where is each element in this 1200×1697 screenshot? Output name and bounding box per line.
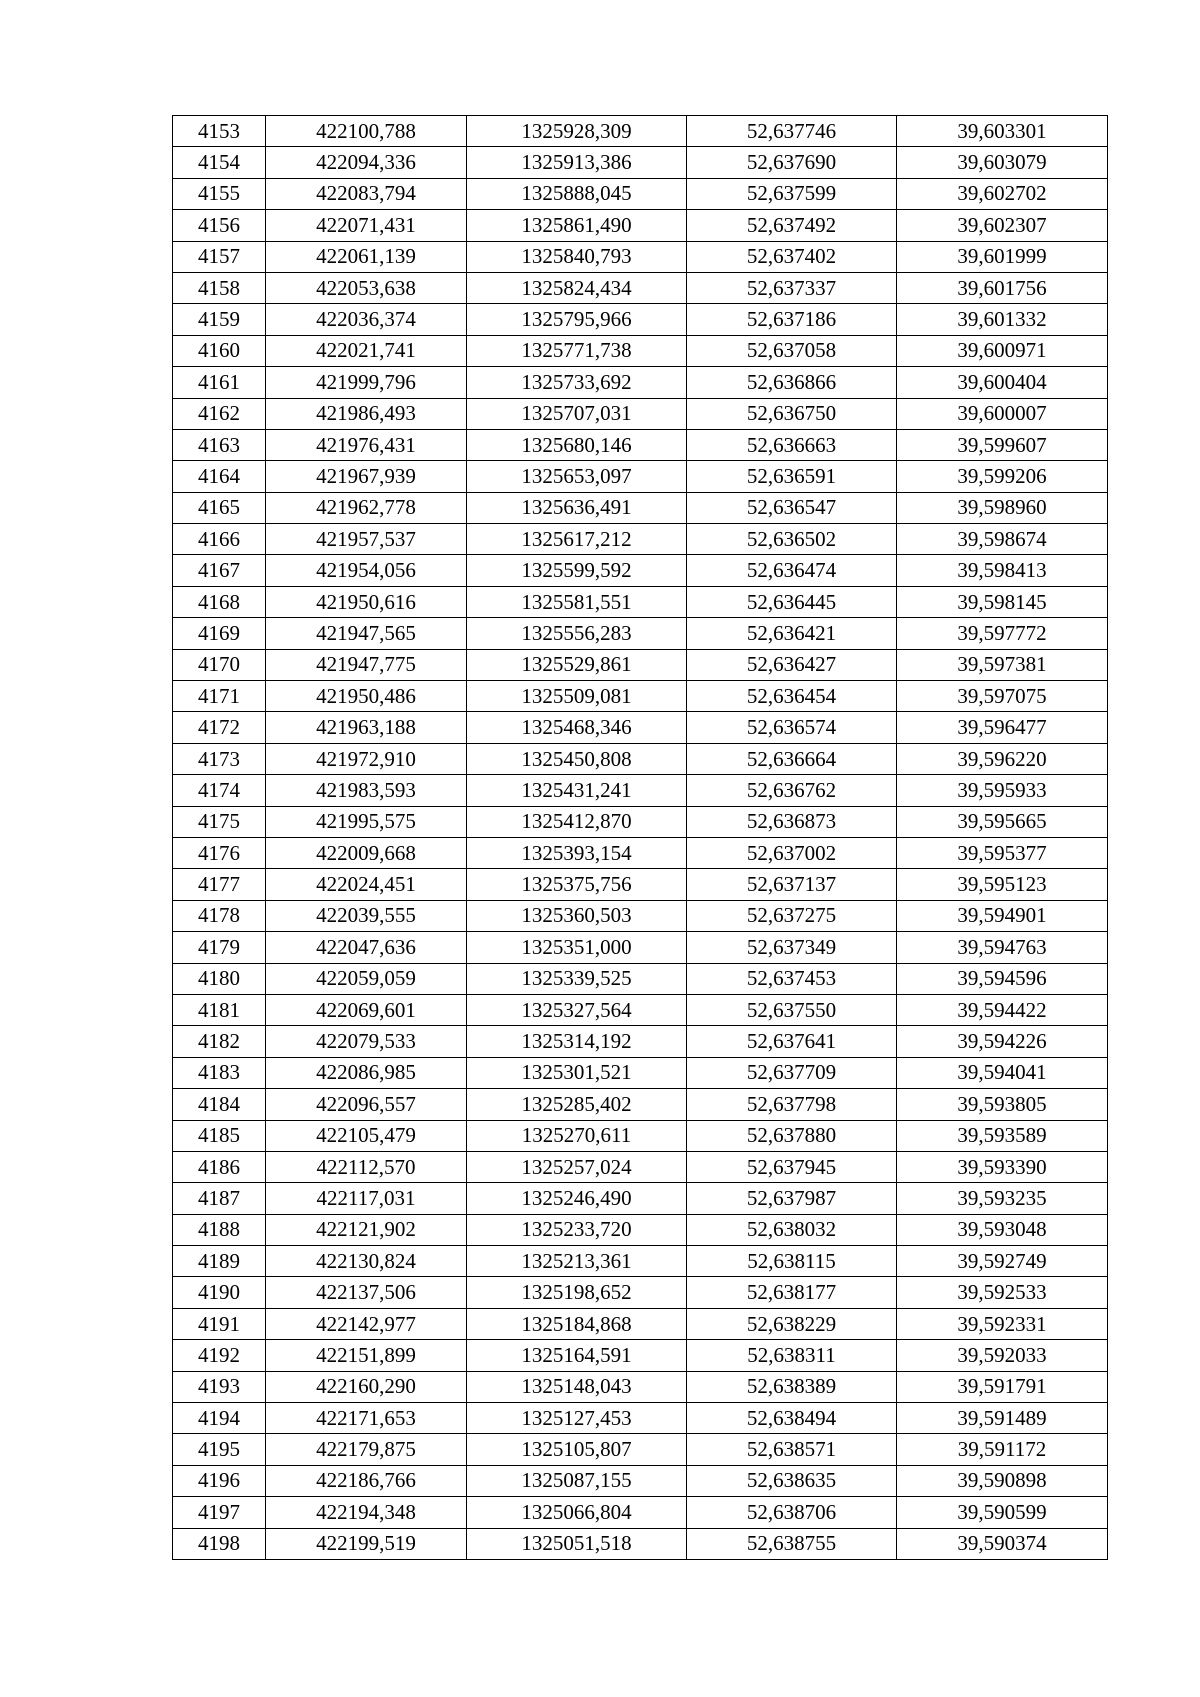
x-coordinate-cell: 422130,824 bbox=[266, 1246, 467, 1277]
latitude-cell: 52,638755 bbox=[687, 1528, 897, 1559]
table-row bbox=[173, 1214, 1108, 1245]
latitude-cell: 52,637137 bbox=[687, 869, 897, 900]
longitude-cell: 39,594041 bbox=[897, 1057, 1108, 1088]
x-coordinate-cell: 422121,902 bbox=[266, 1214, 467, 1245]
point-number-cell: 4159 bbox=[173, 304, 266, 335]
table-row bbox=[173, 1528, 1108, 1559]
x-coordinate-cell: 422053,638 bbox=[266, 272, 467, 303]
table-row bbox=[173, 272, 1108, 303]
y-coordinate-cell: 1325636,491 bbox=[467, 492, 687, 523]
table-row bbox=[173, 335, 1108, 366]
latitude-cell: 52,636421 bbox=[687, 618, 897, 649]
point-number-cell: 4195 bbox=[173, 1434, 266, 1465]
y-coordinate-cell: 1325051,518 bbox=[467, 1528, 687, 1559]
longitude-cell: 39,601999 bbox=[897, 241, 1108, 272]
latitude-cell: 52,637453 bbox=[687, 963, 897, 994]
x-coordinate-cell: 422069,601 bbox=[266, 994, 467, 1025]
latitude-cell: 52,638229 bbox=[687, 1308, 897, 1339]
y-coordinate-cell: 1325375,756 bbox=[467, 869, 687, 900]
latitude-cell: 52,638032 bbox=[687, 1214, 897, 1245]
table-row bbox=[173, 1120, 1108, 1151]
latitude-cell: 52,637058 bbox=[687, 335, 897, 366]
table-row bbox=[173, 1371, 1108, 1402]
table-row bbox=[173, 304, 1108, 335]
longitude-cell: 39,602307 bbox=[897, 210, 1108, 241]
table-row bbox=[173, 492, 1108, 523]
table-row bbox=[173, 178, 1108, 209]
point-number-cell: 4193 bbox=[173, 1371, 266, 1402]
point-number-cell: 4198 bbox=[173, 1528, 266, 1559]
table-row bbox=[173, 241, 1108, 272]
latitude-cell: 52,637798 bbox=[687, 1089, 897, 1120]
x-coordinate-cell: 422071,431 bbox=[266, 210, 467, 241]
point-number-cell: 4190 bbox=[173, 1277, 266, 1308]
table-row bbox=[173, 712, 1108, 743]
y-coordinate-cell: 1325233,720 bbox=[467, 1214, 687, 1245]
y-coordinate-cell: 1325509,081 bbox=[467, 681, 687, 712]
point-number-cell: 4182 bbox=[173, 1026, 266, 1057]
latitude-cell: 52,636762 bbox=[687, 775, 897, 806]
longitude-cell: 39,601756 bbox=[897, 272, 1108, 303]
point-number-cell: 4184 bbox=[173, 1089, 266, 1120]
point-number-cell: 4172 bbox=[173, 712, 266, 743]
y-coordinate-cell: 1325285,402 bbox=[467, 1089, 687, 1120]
table-row bbox=[173, 743, 1108, 774]
point-number-cell: 4189 bbox=[173, 1246, 266, 1277]
table-row bbox=[173, 806, 1108, 837]
x-coordinate-cell: 422083,794 bbox=[266, 178, 467, 209]
longitude-cell: 39,598145 bbox=[897, 586, 1108, 617]
point-number-cell: 4180 bbox=[173, 963, 266, 994]
point-number-cell: 4168 bbox=[173, 586, 266, 617]
table-row bbox=[173, 932, 1108, 963]
latitude-cell: 52,637402 bbox=[687, 241, 897, 272]
latitude-cell: 52,636663 bbox=[687, 429, 897, 460]
y-coordinate-cell: 1325246,490 bbox=[467, 1183, 687, 1214]
latitude-cell: 52,637709 bbox=[687, 1057, 897, 1088]
longitude-cell: 39,591791 bbox=[897, 1371, 1108, 1402]
longitude-cell: 39,601332 bbox=[897, 304, 1108, 335]
longitude-cell: 39,595933 bbox=[897, 775, 1108, 806]
point-number-cell: 4176 bbox=[173, 837, 266, 868]
table-row bbox=[173, 429, 1108, 460]
y-coordinate-cell: 1325066,804 bbox=[467, 1497, 687, 1528]
table-row bbox=[173, 116, 1108, 147]
point-number-cell: 4156 bbox=[173, 210, 266, 241]
point-number-cell: 4169 bbox=[173, 618, 266, 649]
x-coordinate-cell: 422061,139 bbox=[266, 241, 467, 272]
point-number-cell: 4178 bbox=[173, 900, 266, 931]
y-coordinate-cell: 1325928,309 bbox=[467, 116, 687, 147]
x-coordinate-cell: 422179,875 bbox=[266, 1434, 467, 1465]
table-row bbox=[173, 963, 1108, 994]
longitude-cell: 39,597772 bbox=[897, 618, 1108, 649]
longitude-cell: 39,599607 bbox=[897, 429, 1108, 460]
x-coordinate-cell: 421954,056 bbox=[266, 555, 467, 586]
y-coordinate-cell: 1325529,861 bbox=[467, 649, 687, 680]
x-coordinate-cell: 421947,775 bbox=[266, 649, 467, 680]
y-coordinate-cell: 1325327,564 bbox=[467, 994, 687, 1025]
x-coordinate-cell: 422059,059 bbox=[266, 963, 467, 994]
latitude-cell: 52,638571 bbox=[687, 1434, 897, 1465]
table-row bbox=[173, 681, 1108, 712]
x-coordinate-cell: 422199,519 bbox=[266, 1528, 467, 1559]
table-row bbox=[173, 524, 1108, 555]
point-number-cell: 4155 bbox=[173, 178, 266, 209]
y-coordinate-cell: 1325840,793 bbox=[467, 241, 687, 272]
longitude-cell: 39,591489 bbox=[897, 1403, 1108, 1434]
table-row bbox=[173, 994, 1108, 1025]
latitude-cell: 52,636474 bbox=[687, 555, 897, 586]
longitude-cell: 39,600404 bbox=[897, 367, 1108, 398]
point-number-cell: 4154 bbox=[173, 147, 266, 178]
latitude-cell: 52,636873 bbox=[687, 806, 897, 837]
longitude-cell: 39,602702 bbox=[897, 178, 1108, 209]
table-row bbox=[173, 1308, 1108, 1339]
coordinates-table bbox=[172, 115, 1108, 1560]
x-coordinate-cell: 422194,348 bbox=[266, 1497, 467, 1528]
longitude-cell: 39,598960 bbox=[897, 492, 1108, 523]
latitude-cell: 52,637880 bbox=[687, 1120, 897, 1151]
x-coordinate-cell: 422024,451 bbox=[266, 869, 467, 900]
longitude-cell: 39,600007 bbox=[897, 398, 1108, 429]
y-coordinate-cell: 1325184,868 bbox=[467, 1308, 687, 1339]
longitude-cell: 39,595665 bbox=[897, 806, 1108, 837]
x-coordinate-cell: 422021,741 bbox=[266, 335, 467, 366]
point-number-cell: 4166 bbox=[173, 524, 266, 555]
point-number-cell: 4188 bbox=[173, 1214, 266, 1245]
x-coordinate-cell: 422036,374 bbox=[266, 304, 467, 335]
latitude-cell: 52,638706 bbox=[687, 1497, 897, 1528]
latitude-cell: 52,638635 bbox=[687, 1465, 897, 1496]
latitude-cell: 52,637002 bbox=[687, 837, 897, 868]
x-coordinate-cell: 422009,668 bbox=[266, 837, 467, 868]
point-number-cell: 4165 bbox=[173, 492, 266, 523]
longitude-cell: 39,594901 bbox=[897, 900, 1108, 931]
longitude-cell: 39,595123 bbox=[897, 869, 1108, 900]
latitude-cell: 52,637275 bbox=[687, 900, 897, 931]
table-row bbox=[173, 210, 1108, 241]
y-coordinate-cell: 1325707,031 bbox=[467, 398, 687, 429]
longitude-cell: 39,592749 bbox=[897, 1246, 1108, 1277]
table-row bbox=[173, 1434, 1108, 1465]
x-coordinate-cell: 421967,939 bbox=[266, 461, 467, 492]
longitude-cell: 39,603301 bbox=[897, 116, 1108, 147]
table-row bbox=[173, 1183, 1108, 1214]
y-coordinate-cell: 1325087,155 bbox=[467, 1465, 687, 1496]
longitude-cell: 39,593235 bbox=[897, 1183, 1108, 1214]
longitude-cell: 39,599206 bbox=[897, 461, 1108, 492]
latitude-cell: 52,636454 bbox=[687, 681, 897, 712]
longitude-cell: 39,591172 bbox=[897, 1434, 1108, 1465]
y-coordinate-cell: 1325270,611 bbox=[467, 1120, 687, 1151]
longitude-cell: 39,592331 bbox=[897, 1308, 1108, 1339]
point-number-cell: 4181 bbox=[173, 994, 266, 1025]
longitude-cell: 39,594226 bbox=[897, 1026, 1108, 1057]
x-coordinate-cell: 422117,031 bbox=[266, 1183, 467, 1214]
longitude-cell: 39,598413 bbox=[897, 555, 1108, 586]
point-number-cell: 4175 bbox=[173, 806, 266, 837]
latitude-cell: 52,636445 bbox=[687, 586, 897, 617]
point-number-cell: 4161 bbox=[173, 367, 266, 398]
latitude-cell: 52,638177 bbox=[687, 1277, 897, 1308]
x-coordinate-cell: 421963,188 bbox=[266, 712, 467, 743]
x-coordinate-cell: 422142,977 bbox=[266, 1308, 467, 1339]
latitude-cell: 52,637492 bbox=[687, 210, 897, 241]
longitude-cell: 39,590599 bbox=[897, 1497, 1108, 1528]
x-coordinate-cell: 422096,557 bbox=[266, 1089, 467, 1120]
point-number-cell: 4185 bbox=[173, 1120, 266, 1151]
latitude-cell: 52,638389 bbox=[687, 1371, 897, 1402]
x-coordinate-cell: 422137,506 bbox=[266, 1277, 467, 1308]
longitude-cell: 39,603079 bbox=[897, 147, 1108, 178]
point-number-cell: 4177 bbox=[173, 869, 266, 900]
longitude-cell: 39,596477 bbox=[897, 712, 1108, 743]
table-row bbox=[173, 837, 1108, 868]
table-row bbox=[173, 1497, 1108, 1528]
y-coordinate-cell: 1325351,000 bbox=[467, 932, 687, 963]
x-coordinate-cell: 422112,570 bbox=[266, 1151, 467, 1182]
y-coordinate-cell: 1325213,361 bbox=[467, 1246, 687, 1277]
x-coordinate-cell: 422186,766 bbox=[266, 1465, 467, 1496]
y-coordinate-cell: 1325198,652 bbox=[467, 1277, 687, 1308]
latitude-cell: 52,637641 bbox=[687, 1026, 897, 1057]
point-number-cell: 4157 bbox=[173, 241, 266, 272]
table-row bbox=[173, 618, 1108, 649]
longitude-cell: 39,594422 bbox=[897, 994, 1108, 1025]
point-number-cell: 4186 bbox=[173, 1151, 266, 1182]
table-row bbox=[173, 586, 1108, 617]
x-coordinate-cell: 422105,479 bbox=[266, 1120, 467, 1151]
x-coordinate-cell: 422100,788 bbox=[266, 116, 467, 147]
x-coordinate-cell: 421947,565 bbox=[266, 618, 467, 649]
y-coordinate-cell: 1325360,503 bbox=[467, 900, 687, 931]
point-number-cell: 4197 bbox=[173, 1497, 266, 1528]
y-coordinate-cell: 1325339,525 bbox=[467, 963, 687, 994]
longitude-cell: 39,597075 bbox=[897, 681, 1108, 712]
x-coordinate-cell: 421986,493 bbox=[266, 398, 467, 429]
latitude-cell: 52,637945 bbox=[687, 1151, 897, 1182]
latitude-cell: 52,636591 bbox=[687, 461, 897, 492]
latitude-cell: 52,638311 bbox=[687, 1340, 897, 1371]
y-coordinate-cell: 1325164,591 bbox=[467, 1340, 687, 1371]
point-number-cell: 4191 bbox=[173, 1308, 266, 1339]
longitude-cell: 39,590898 bbox=[897, 1465, 1108, 1496]
latitude-cell: 52,636866 bbox=[687, 367, 897, 398]
point-number-cell: 4194 bbox=[173, 1403, 266, 1434]
point-number-cell: 4179 bbox=[173, 932, 266, 963]
table-row bbox=[173, 1340, 1108, 1371]
point-number-cell: 4167 bbox=[173, 555, 266, 586]
point-number-cell: 4163 bbox=[173, 429, 266, 460]
y-coordinate-cell: 1325412,870 bbox=[467, 806, 687, 837]
x-coordinate-cell: 422086,985 bbox=[266, 1057, 467, 1088]
y-coordinate-cell: 1325581,551 bbox=[467, 586, 687, 617]
longitude-cell: 39,593589 bbox=[897, 1120, 1108, 1151]
y-coordinate-cell: 1325733,692 bbox=[467, 367, 687, 398]
y-coordinate-cell: 1325888,045 bbox=[467, 178, 687, 209]
y-coordinate-cell: 1325680,146 bbox=[467, 429, 687, 460]
longitude-cell: 39,600971 bbox=[897, 335, 1108, 366]
latitude-cell: 52,636664 bbox=[687, 743, 897, 774]
y-coordinate-cell: 1325314,192 bbox=[467, 1026, 687, 1057]
point-number-cell: 4153 bbox=[173, 116, 266, 147]
table-row bbox=[173, 147, 1108, 178]
point-number-cell: 4192 bbox=[173, 1340, 266, 1371]
x-coordinate-cell: 422047,636 bbox=[266, 932, 467, 963]
point-number-cell: 4160 bbox=[173, 335, 266, 366]
table-row bbox=[173, 1403, 1108, 1434]
table-row bbox=[173, 775, 1108, 806]
point-number-cell: 4187 bbox=[173, 1183, 266, 1214]
point-number-cell: 4196 bbox=[173, 1465, 266, 1496]
x-coordinate-cell: 421999,796 bbox=[266, 367, 467, 398]
y-coordinate-cell: 1325468,346 bbox=[467, 712, 687, 743]
longitude-cell: 39,593390 bbox=[897, 1151, 1108, 1182]
y-coordinate-cell: 1325861,490 bbox=[467, 210, 687, 241]
latitude-cell: 52,636502 bbox=[687, 524, 897, 555]
point-number-cell: 4171 bbox=[173, 681, 266, 712]
y-coordinate-cell: 1325301,521 bbox=[467, 1057, 687, 1088]
longitude-cell: 39,598674 bbox=[897, 524, 1108, 555]
latitude-cell: 52,636750 bbox=[687, 398, 897, 429]
table-row bbox=[173, 461, 1108, 492]
latitude-cell: 52,637690 bbox=[687, 147, 897, 178]
table-row bbox=[173, 367, 1108, 398]
y-coordinate-cell: 1325127,453 bbox=[467, 1403, 687, 1434]
x-coordinate-cell: 421957,537 bbox=[266, 524, 467, 555]
point-number-cell: 4183 bbox=[173, 1057, 266, 1088]
longitude-cell: 39,590374 bbox=[897, 1528, 1108, 1559]
latitude-cell: 52,636547 bbox=[687, 492, 897, 523]
point-number-cell: 4170 bbox=[173, 649, 266, 680]
table-row bbox=[173, 1465, 1108, 1496]
point-number-cell: 4164 bbox=[173, 461, 266, 492]
y-coordinate-cell: 1325450,808 bbox=[467, 743, 687, 774]
table-row bbox=[173, 1277, 1108, 1308]
y-coordinate-cell: 1325824,434 bbox=[467, 272, 687, 303]
table-row bbox=[173, 398, 1108, 429]
point-number-cell: 4162 bbox=[173, 398, 266, 429]
longitude-cell: 39,596220 bbox=[897, 743, 1108, 774]
longitude-cell: 39,594763 bbox=[897, 932, 1108, 963]
table-row bbox=[173, 1026, 1108, 1057]
x-coordinate-cell: 421976,431 bbox=[266, 429, 467, 460]
y-coordinate-cell: 1325393,154 bbox=[467, 837, 687, 868]
latitude-cell: 52,637746 bbox=[687, 116, 897, 147]
table-row bbox=[173, 1057, 1108, 1088]
x-coordinate-cell: 421972,910 bbox=[266, 743, 467, 774]
latitude-cell: 52,637599 bbox=[687, 178, 897, 209]
y-coordinate-cell: 1325431,241 bbox=[467, 775, 687, 806]
y-coordinate-cell: 1325556,283 bbox=[467, 618, 687, 649]
x-coordinate-cell: 421950,486 bbox=[266, 681, 467, 712]
longitude-cell: 39,593805 bbox=[897, 1089, 1108, 1120]
table-row bbox=[173, 1246, 1108, 1277]
x-coordinate-cell: 422094,336 bbox=[266, 147, 467, 178]
longitude-cell: 39,593048 bbox=[897, 1214, 1108, 1245]
latitude-cell: 52,637349 bbox=[687, 932, 897, 963]
table-row bbox=[173, 555, 1108, 586]
latitude-cell: 52,637550 bbox=[687, 994, 897, 1025]
latitude-cell: 52,638494 bbox=[687, 1403, 897, 1434]
latitude-cell: 52,636574 bbox=[687, 712, 897, 743]
table-row bbox=[173, 869, 1108, 900]
longitude-cell: 39,594596 bbox=[897, 963, 1108, 994]
longitude-cell: 39,595377 bbox=[897, 837, 1108, 868]
x-coordinate-cell: 421983,593 bbox=[266, 775, 467, 806]
x-coordinate-cell: 422151,899 bbox=[266, 1340, 467, 1371]
y-coordinate-cell: 1325617,212 bbox=[467, 524, 687, 555]
y-coordinate-cell: 1325148,043 bbox=[467, 1371, 687, 1402]
table-row bbox=[173, 1089, 1108, 1120]
y-coordinate-cell: 1325599,592 bbox=[467, 555, 687, 586]
x-coordinate-cell: 421995,575 bbox=[266, 806, 467, 837]
x-coordinate-cell: 421950,616 bbox=[266, 586, 467, 617]
x-coordinate-cell: 422039,555 bbox=[266, 900, 467, 931]
point-number-cell: 4174 bbox=[173, 775, 266, 806]
latitude-cell: 52,637186 bbox=[687, 304, 897, 335]
y-coordinate-cell: 1325795,966 bbox=[467, 304, 687, 335]
x-coordinate-cell: 422160,290 bbox=[266, 1371, 467, 1402]
longitude-cell: 39,592533 bbox=[897, 1277, 1108, 1308]
latitude-cell: 52,636427 bbox=[687, 649, 897, 680]
y-coordinate-cell: 1325257,024 bbox=[467, 1151, 687, 1182]
coordinates-table-body bbox=[173, 116, 1108, 1560]
x-coordinate-cell: 422079,533 bbox=[266, 1026, 467, 1057]
longitude-cell: 39,592033 bbox=[897, 1340, 1108, 1371]
y-coordinate-cell: 1325105,807 bbox=[467, 1434, 687, 1465]
longitude-cell: 39,597381 bbox=[897, 649, 1108, 680]
y-coordinate-cell: 1325653,097 bbox=[467, 461, 687, 492]
point-number-cell: 4173 bbox=[173, 743, 266, 774]
y-coordinate-cell: 1325771,738 bbox=[467, 335, 687, 366]
x-coordinate-cell: 422171,653 bbox=[266, 1403, 467, 1434]
y-coordinate-cell: 1325913,386 bbox=[467, 147, 687, 178]
latitude-cell: 52,637987 bbox=[687, 1183, 897, 1214]
latitude-cell: 52,638115 bbox=[687, 1246, 897, 1277]
point-number-cell: 4158 bbox=[173, 272, 266, 303]
table-row bbox=[173, 649, 1108, 680]
x-coordinate-cell: 421962,778 bbox=[266, 492, 467, 523]
table-row bbox=[173, 900, 1108, 931]
latitude-cell: 52,637337 bbox=[687, 272, 897, 303]
table-row bbox=[173, 1151, 1108, 1182]
